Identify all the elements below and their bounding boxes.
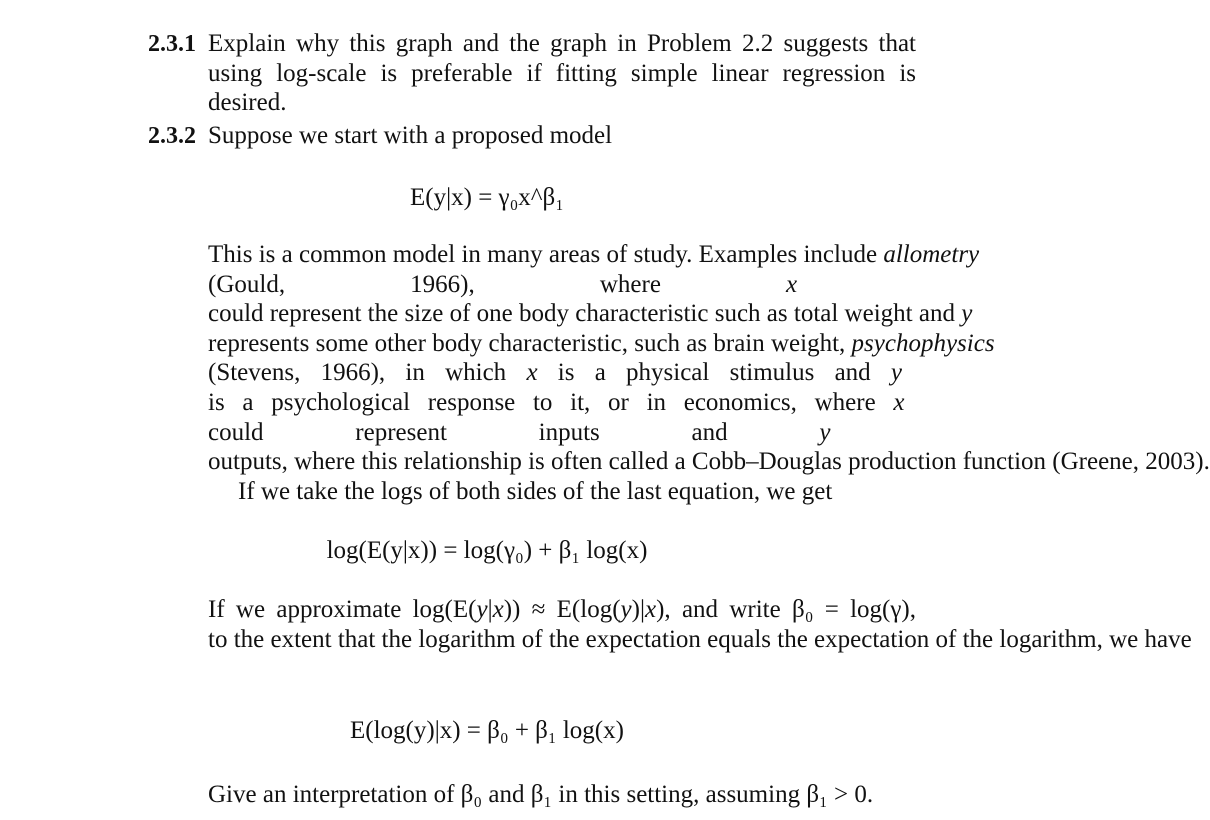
symbol-y: y: [961, 300, 973, 328]
symbol-x: x: [786, 270, 798, 298]
symbol-y: y: [620, 596, 632, 623]
symbol-x: x: [526, 359, 538, 387]
equation-model: E(y|x) = γ₀x^β₁: [410, 184, 564, 211]
problem-2-3-2: [148, 121, 918, 153]
symbol-x: x: [893, 388, 905, 416]
paragraph-approximation: [208, 595, 1192, 654]
paragraph-text: If we approximate log(E(y|x)) ≈ E(log(y)|x), and write β₀ = log(γ), to the extent that the logarithm of the expectation equals the expectation of the logarithm, we have: [208, 596, 1192, 653]
symbol-y: y: [819, 418, 831, 446]
symbol-y: y: [890, 359, 903, 387]
equation-log-model: log(E(y|x)) = log(γ₀) + β₁ log(x): [326, 537, 648, 564]
problem-number: 2.3.2: [148, 123, 196, 149]
problem-number: 2.3.1: [148, 31, 196, 57]
term-psychophysics: psychophysics: [851, 329, 995, 357]
problem-text: Explain why this graph and the graph in Problem 2.2 suggests that using log-scale is preferable if fitting simple linear regression is desired.: [208, 30, 916, 116]
problem-2-3-1: [148, 29, 918, 119]
paragraph-text: If we take the logs of both sides of the last equation, we get: [238, 477, 833, 505]
term-allometry: allometry: [883, 241, 980, 268]
final-question: Give an interpretation of β₀ and β₁ in this setting, assuming β₁ > 0.: [208, 781, 874, 808]
problem-text: Suppose we start with a proposed model: [208, 122, 613, 149]
symbol-y: y: [476, 596, 488, 623]
paragraph-text: This is a common model in many areas of study. Examples include allometry (Gould, 1966), where x could represent the size of one body characteristic such as total weight and y represents some other body characteristic, such as brain weight, psychophysics (Stevens, 1966), in which x is a physical stimulus and y is a psychological response to it, or in economics, where x could represent inputs and y outputs, where this relationship is often called a Cobb–Douglas production function (Greene, 2003).: [208, 241, 1210, 476]
equation-approx-model: E(log(y)|x) = β₀ + β₁ log(x): [350, 717, 624, 744]
symbol-x: x: [644, 596, 657, 623]
paragraph-model-examples: [208, 240, 1210, 506]
symbol-x: x: [492, 596, 504, 623]
